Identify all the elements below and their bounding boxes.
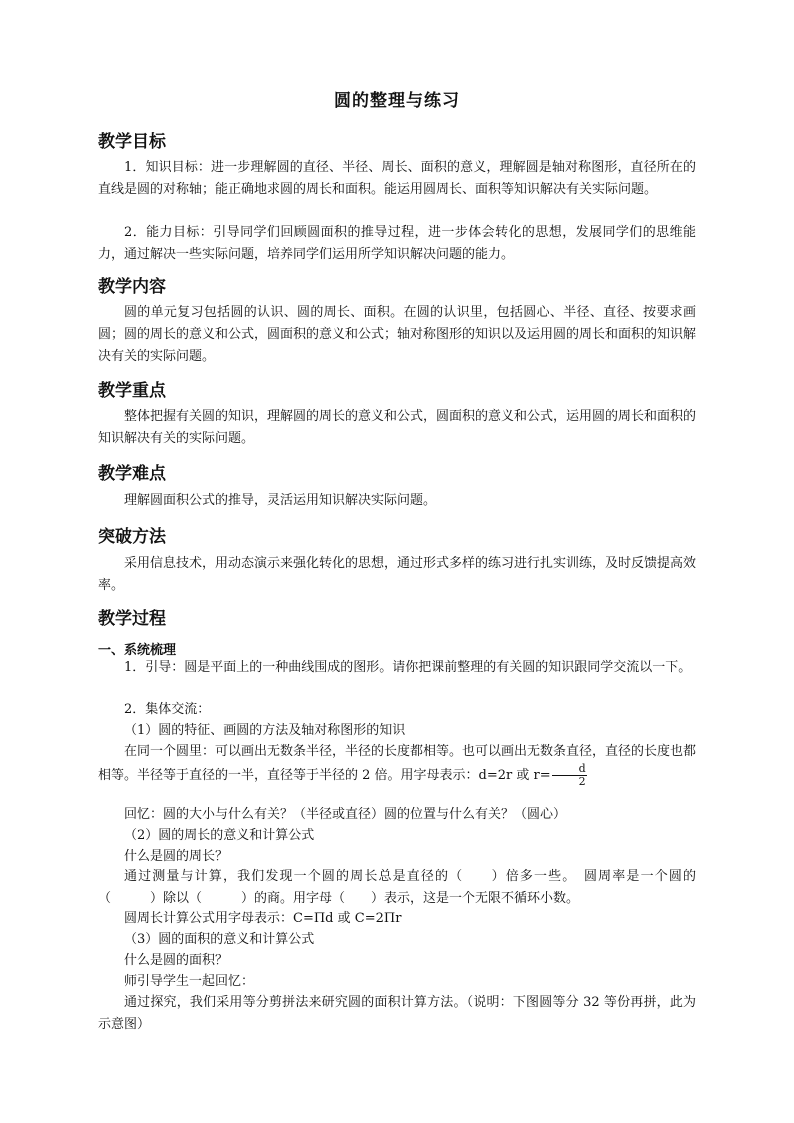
process-line-7: 什么是圆的周长？ [124,849,229,864]
heading-focus: 教学重点 [98,381,166,401]
heading-difficulty: 教学难点 [98,464,166,484]
process-line-11: 什么是圆的面积？ [124,953,229,968]
fraction-d-over-2 [552,763,587,788]
difficulty-paragraph: 理解圆面积公式的推导，灵活运用知识解决实际问题。 [124,493,437,508]
heading-goals: 教学目标 [98,132,166,152]
process-line-8: 通过测量与计算，我们发现一个圆的周长总是直径的（ ）倍多一些。 圆周率是一个圆的（ ）除以（ ）的商。用字母（ ）表示，这是一个无限不循环小数。 [98,869,696,906]
goals-paragraph-1: 1．知识目标：进一步理解圆的直径、半径、周长、面积的意义，理解圆是轴对称图形，直径所在的直线是圆的对称轴；能正确地求圆的周长和面积。能运用圆周长、面积等知识解决有关实际问题。 [98,160,696,197]
process-line-5: 回忆：圆的大小与什么有关？（半径或直径）圆的位置与什么有关？（圆心） [124,807,567,822]
circle-properties-text: 在同一个圆里：可以画出无数条半径，半径的长度都相等。也可以画出无数条直径，直径的长度也都相等。半径等于直径的一半，直径等于半径的 2 倍。用字母表示：d=2r 或 r= [98,744,697,783]
process-line-1: 1．引导：圆是平面上的一种曲线围成的图形。请你把课前整理的有关圆的知识跟同学交流以一下。 [124,660,692,675]
process-line-13: 通过探究，我们采用等分剪拼法来研究圆的面积计算方法。（说明：下图圆等分 32 等份再拼，此为示意图） [98,995,696,1032]
heading-content: 教学内容 [98,277,166,297]
fraction-denominator: 2 [578,775,586,788]
process-line-9: 圆周长计算公式用字母表示：C=Πd 或 C=2Πr [124,911,402,926]
subheading-system-review: 一、系统梳理 [98,643,177,658]
focus-paragraph: 整体把握有关圆的知识，理解圆的周长的意义和公式，圆面积的意义和公式，运用圆的周长和面积的知识解决有关的实际问题。 [98,409,697,446]
process-line-4 [98,741,696,788]
goals-paragraph-2: 2．能力目标：引导同学们回顾圆面积的推导过程，进一步体会转化的思想，发展同学们的思维能力，通过解决一些实际问题，培养同学们运用所学知识解决问题的能力。 [98,225,696,262]
process-line-12: 师引导学生一起回忆： [124,974,255,989]
content-paragraph: 圆的单元复习包括圆的认识、圆的周长、面积。在圆的认识里，包括圆心、半径、直径、按要求画圆；圆的周长的意义和公式，圆面积的意义和公式；轴对称图形的知识以及运用圆的周长和面积的知识解决有关的实际问题。 [98,305,697,364]
process-line-3: （1）圆的特征、画圆的方法及轴对称图形的知识 [124,723,406,738]
process-line-2: 2．集体交流： [124,702,211,717]
heading-process: 教学过程 [98,609,166,629]
method-paragraph: 采用信息技术，用动态演示来强化转化的思想，通过形式多样的练习进行扎实训练，及时反馈提高效率。 [98,556,697,593]
heading-method: 突破方法 [98,527,166,547]
process-line-10: （3）圆的面积的意义和计算公式 [124,932,315,947]
process-line-6: （2）圆的周长的意义和计算公式 [124,828,315,843]
document-title: 圆的整理与练习 [334,91,460,111]
fraction-numerator: d [552,763,587,776]
